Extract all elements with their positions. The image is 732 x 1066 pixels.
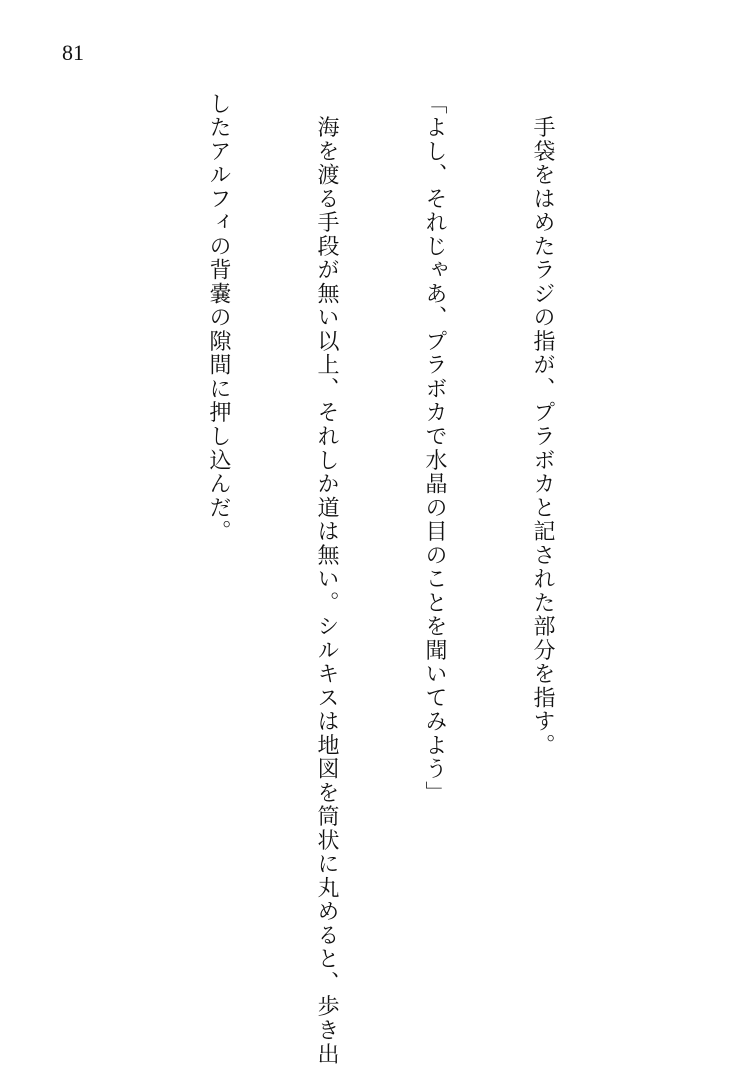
vertical-text-body	[0, 92, 632, 1066]
text-line: 手袋をはめたラジの指が、プラボカと記された部分を指す。	[530, 92, 555, 758]
blank-line	[0, 92, 20, 992]
text-line: 海を渡る手段が無い以上、それしか道は無い。シルキスは地図を筒状に丸めると、歩き出	[314, 92, 339, 1066]
text-line: したアルフィの背嚢の隙間に押し込んだ。	[206, 92, 231, 544]
text-line: 「よし、それじゃあ、プラボカで水晶の目のことを聞いてみよう」	[422, 92, 447, 805]
page-number: 81	[62, 40, 84, 65]
blank-line	[92, 92, 128, 992]
